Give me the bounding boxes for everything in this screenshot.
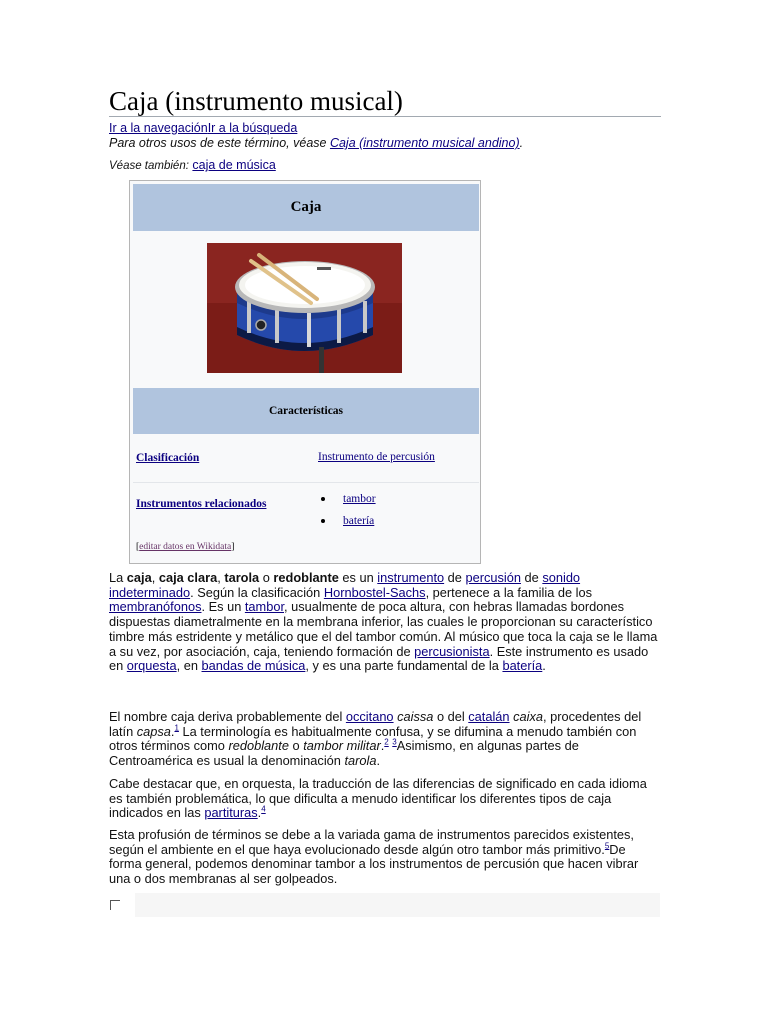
reference-link[interactable]: 2: [384, 738, 389, 748]
infobox-label-classification[interactable]: Clasificación: [136, 452, 200, 464]
skip-to-navigation-link[interactable]: Ir a la navegación: [109, 121, 208, 135]
wikidata-edit-note: [editar datos en Wikidata]: [136, 542, 235, 552]
title-divider: [109, 116, 661, 117]
see-also-link[interactable]: caja de música: [192, 158, 276, 172]
infobox-value-classification[interactable]: Instrumento de percusión: [318, 451, 435, 463]
related-instruments-list: [318, 488, 376, 532]
paragraph-translation: Cabe destacar que, en orquesta, la traducción de las diferencias de significado en cada idioma es también problemática, lo que dificulta a menudo identificar los diferentes tipos de caja indicados en las partituras.$^4$: [109, 776, 647, 821]
reference-link[interactable]: 5: [604, 841, 610, 851]
paragraph-intro: La caja, caja clara, tarola o redoblante es un instrumento de percusión de sonido indeterminado. Según la clasificación Hornbostel-Sachs, pertenece a la familia de los membranófonos. Es un tambor, usualmente de poca altura, con hebras llamadas bordones dispuestas diametralmente en la membrana inferior, las cuales le proporcionan su característico timbre más estridente y metálico que el del tambor común. Al músico que toca la caja se le llama a su vez, por asociación, caja, teniendo formación de percusionista. Este instrumento es usado en orquesta, en bandas de música, y es una parte fundamental de la batería.: [109, 570, 658, 674]
list-item: [318, 488, 376, 510]
infobox-title: Caja: [133, 184, 479, 231]
article-link[interactable]: instrumento: [377, 570, 445, 585]
infobox-section-header: Características: [133, 388, 479, 434]
article-link[interactable]: Hornbostel-Sachs: [323, 584, 426, 600]
article-link[interactable]: sonido indeterminado: [109, 570, 581, 600]
reference-link[interactable]: 4: [261, 805, 266, 815]
article-link[interactable]: occitano: [345, 709, 394, 724]
related-instrument-link[interactable]: tambor: [343, 493, 376, 505]
hatnote: Para otros usos de este término, véase Caja (instrumento musical andino).: [109, 136, 524, 150]
article-link[interactable]: batería: [502, 658, 543, 674]
article-link[interactable]: orquesta: [126, 658, 177, 674]
article-link[interactable]: catalán: [468, 709, 510, 724]
edit-wikidata-link[interactable]: editar datos en Wikidata: [139, 542, 232, 552]
article-link[interactable]: percusión: [465, 570, 521, 585]
paragraph-etymology: El nombre caja deriva probablemente del occitano caissa o del catalán caixa, procedentes del latín capsa.$^1$ La terminología es habitualmente confusa, y se difumina a menudo también con otros términos como redoblante o tambor militar.$^2$ $^3$Asimismo, en algunas partes de Centroamérica es usual la denominación tarola.: [109, 709, 642, 769]
snare-drum-photo[interactable]: [207, 243, 402, 373]
see-also-label: Véase también:: [109, 160, 189, 172]
placeholder-bar: [135, 893, 660, 917]
list-item: [318, 510, 376, 532]
article-link[interactable]: membranófonos: [109, 599, 202, 615]
related-instrument-link[interactable]: batería: [343, 515, 375, 527]
hatnote-link[interactable]: Caja (instrumento musical andino): [329, 136, 520, 150]
reference-link[interactable]: 1: [174, 723, 179, 733]
see-also: [109, 157, 276, 174]
skip-links: [109, 120, 297, 136]
snare-drum-image: [207, 243, 402, 373]
article-link[interactable]: partituras: [204, 805, 258, 821]
broken-image-icon: [110, 900, 120, 910]
article-link[interactable]: percusionista: [414, 643, 490, 659]
paragraph-terms: Esta profusión de términos se debe a la variada gama de instrumentos parecidos existentes, según el ambiente en el que haya evolucionado desde algún otro tambor más primitivo.$^5$De forma general, podemos denominar tambor a los instrumentos de percusión que hacen vibrar una o dos membranas al ser golpeados.: [109, 827, 639, 887]
infobox-row-divider: [133, 482, 479, 483]
article-link[interactable]: tambor: [244, 599, 284, 615]
article-link[interactable]: bandas de música: [201, 658, 306, 674]
infobox: [129, 180, 481, 564]
infobox-label-related-instruments[interactable]: Instrumentos relacionados: [136, 498, 267, 510]
skip-to-search-link[interactable]: Ir a la búsqueda: [207, 121, 298, 135]
page-title: Caja (instrumento musical): [109, 86, 403, 116]
reference-link[interactable]: 3: [392, 738, 397, 748]
